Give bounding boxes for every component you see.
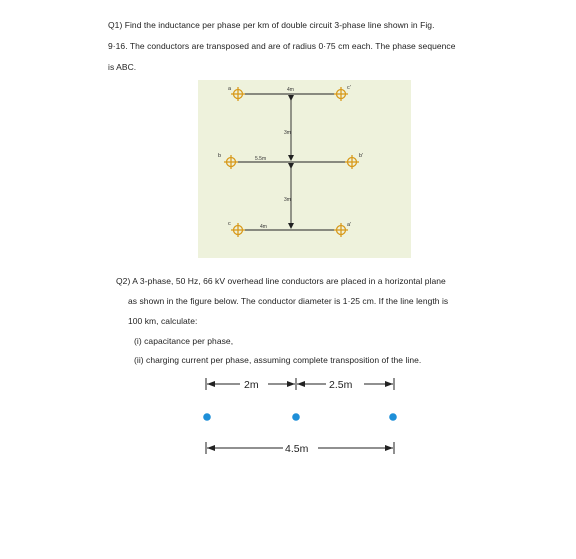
- conductor-1: [203, 413, 211, 421]
- dimension-middle-label: 5.5m: [255, 156, 267, 162]
- q2-figure-svg: [192, 370, 422, 465]
- label-c: c: [228, 221, 231, 227]
- q2-line-1: Q2) A 3-phase, 50 Hz, 66 kV overhead line conductors are placed in a horizontal plane: [116, 276, 446, 286]
- conductor-b: [224, 155, 238, 169]
- dimension-bottom-label: 4m: [260, 224, 267, 230]
- q1-conductor-arrangement-figure: [198, 80, 411, 258]
- conductor-c-prime: [334, 87, 348, 101]
- conductor-a: [231, 87, 245, 101]
- spacing-right-label: 2.5m: [329, 379, 353, 391]
- q1-line-2: 9·16. The conductors are transposed and are of radius 0·75 cm each. The phase sequence: [108, 41, 456, 51]
- conductor-c: [231, 223, 245, 237]
- label-a-prime: a': [347, 222, 352, 228]
- spacing-left-label: 2m: [244, 379, 259, 391]
- dimension-upper-vertical-label: 3m: [284, 130, 291, 136]
- q1-figure-svg: [198, 80, 411, 258]
- conductor-3: [389, 413, 397, 421]
- dimension-top-label: 4m: [287, 87, 294, 93]
- conductor-b-prime: [345, 155, 359, 169]
- q2-item-2: (ii) charging current per phase, assuming complete transposition of the line.: [134, 355, 422, 365]
- q2-line-3: 100 km, calculate:: [128, 316, 198, 326]
- label-c-prime: c': [347, 85, 351, 91]
- q2-horizontal-conductor-figure: [192, 370, 422, 465]
- q2-item-1: (i) capacitance per phase,: [134, 336, 234, 346]
- q1-line-1: Q1) Find the inductance per phase per km of double circuit 3-phase line shown in Fig.: [108, 20, 435, 30]
- label-b: b: [218, 153, 222, 159]
- q2-line-2: as shown in the figure below. The conductor diameter is 1·25 cm. If the line length is: [128, 296, 449, 306]
- conductor-2: [292, 413, 300, 421]
- label-b-prime: b': [359, 153, 364, 159]
- label-a: a: [228, 86, 232, 92]
- q1-line-3: is ABC.: [108, 62, 137, 72]
- conductor-a-prime: [334, 223, 348, 237]
- dimension-lower-vertical-label: 3m: [284, 197, 291, 203]
- spacing-total-label: 4.5m: [285, 443, 309, 455]
